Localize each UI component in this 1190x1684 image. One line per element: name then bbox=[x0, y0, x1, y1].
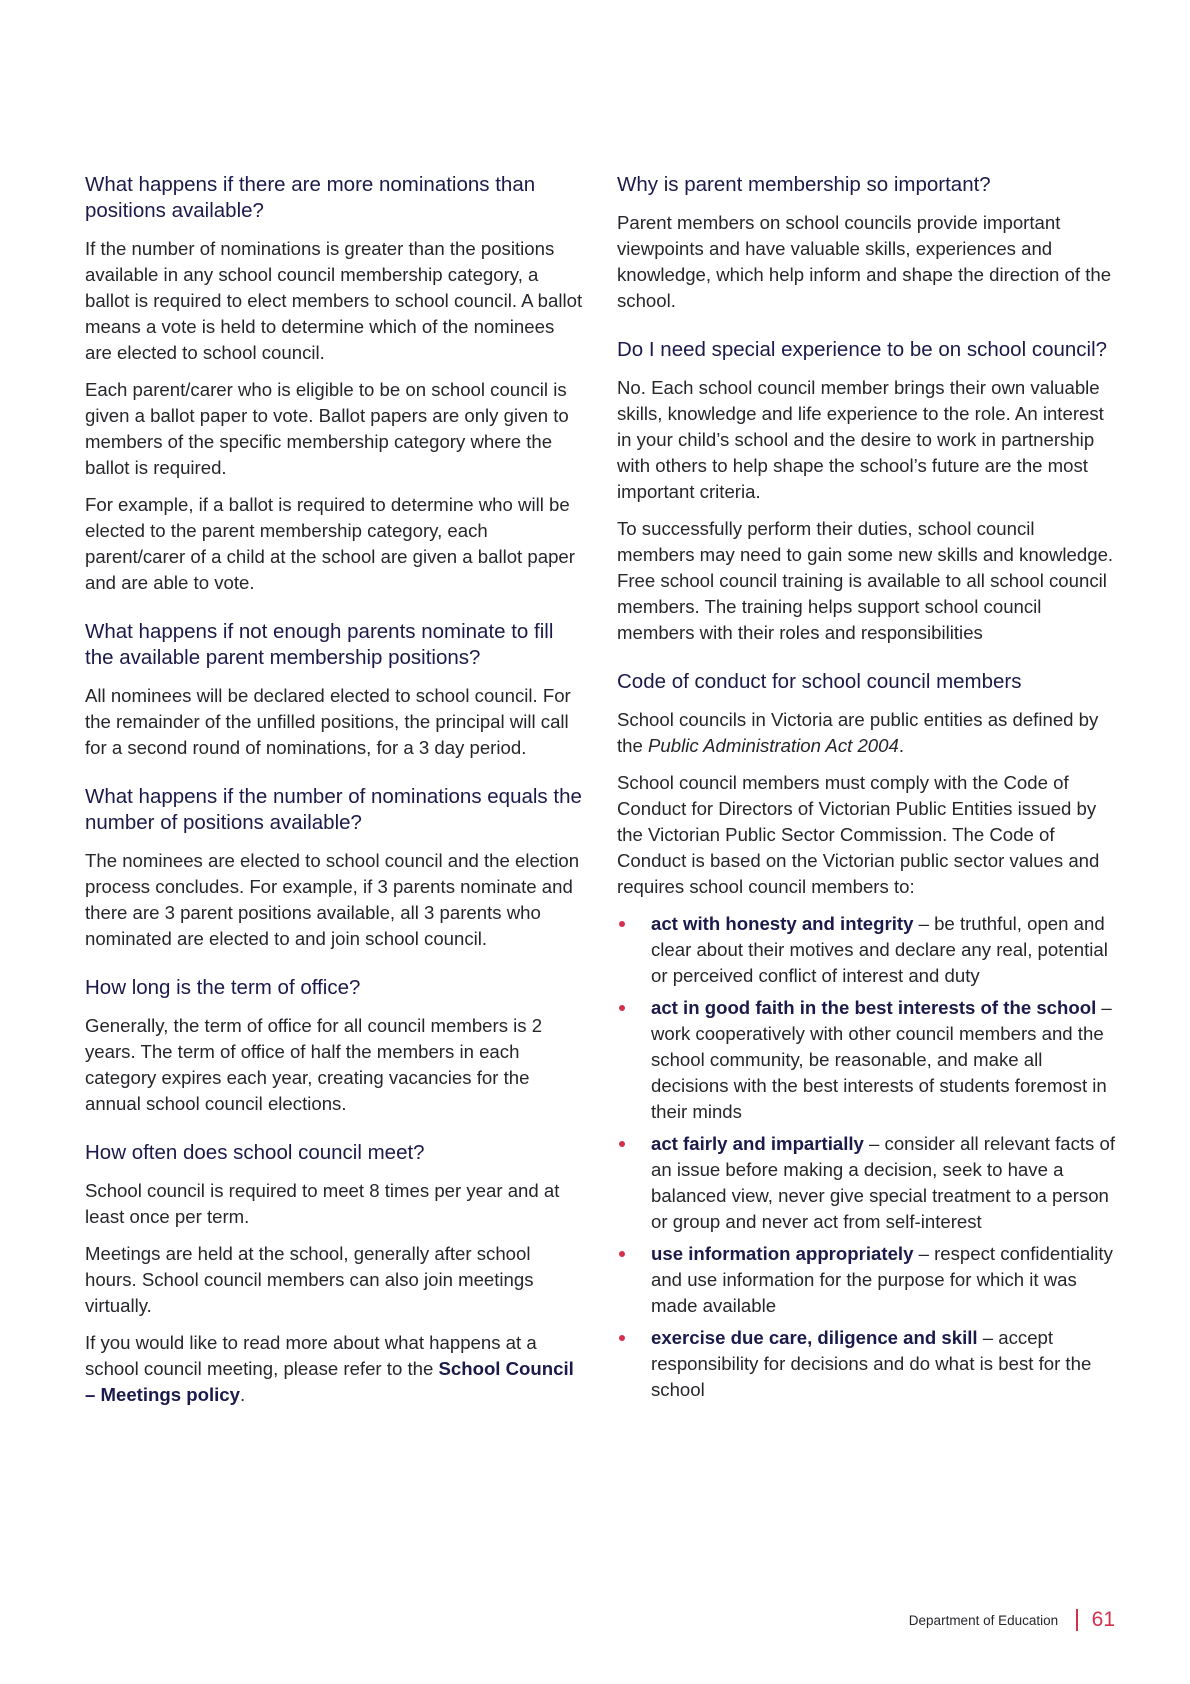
section-heading: Do I need special experience to be on school council? bbox=[617, 338, 1108, 361]
bullet-icon bbox=[619, 1005, 625, 1011]
section-term-of-office bbox=[85, 975, 585, 1117]
page-footer bbox=[909, 1608, 1115, 1632]
bullet-text: – respect confidentiality and use information for the purpose for which it was made available bbox=[651, 1243, 1113, 1316]
section-equal-nominations bbox=[85, 784, 585, 952]
list-item bbox=[617, 1241, 1117, 1319]
section-meeting-frequency bbox=[85, 1140, 585, 1408]
section-heading: Code of conduct for school council members bbox=[617, 670, 1022, 693]
bullet-bold: use information appropriately bbox=[651, 1243, 914, 1264]
bullet-icon bbox=[619, 1141, 625, 1147]
bullet-bold: exercise due care, diligence and skill bbox=[651, 1327, 978, 1348]
paragraph: To successfully perform their duties, school council members may need to gain some new skills and knowledge. Free school council training is available to all school council members. The training helps support school council members with their roles and responsibilities bbox=[617, 518, 1114, 643]
paragraph: School council members must comply with the Code of Conduct for Directors of Victorian Public Entities issued by the Victorian Public Sector Commission. The Code of Conduct is based on the Victorian public sector values and requires school council members to: bbox=[617, 772, 1100, 897]
paragraph: All nominees will be declared elected to school council. For the remainder of the unfilled positions, the principal will call for a second round of nominations, for a 3 day period. bbox=[85, 685, 571, 758]
footer-divider bbox=[1076, 1609, 1078, 1631]
bullet-text: – be truthful, open and clear about their motives and declare any real, potential or perceived conflict of interest and duty bbox=[651, 913, 1108, 986]
bullet-icon bbox=[619, 921, 625, 927]
paragraph: Generally, the term of office for all council members is 2 years. The term of office of half the members in each category expires each year, creating vacancies for the annual school council elections. bbox=[85, 1015, 543, 1114]
paragraph: For example, if a ballot is required to determine who will be elected to the parent membership category, each parent/carer of a child at the school are given a ballot paper and are able to vote. bbox=[85, 494, 575, 593]
section-heading: What happens if not enough parents nominate to fill the available parent membership positions? bbox=[85, 620, 554, 669]
department-name: Department of Education bbox=[908, 1612, 1059, 1628]
meetings-policy-link[interactable]: School Council – Meetings policy bbox=[85, 1358, 574, 1405]
paragraph: Each parent/carer who is eligible to be on school council is given a ballot paper to vote. Ballot papers are only given to members of the specific membership category where the ballot is required. bbox=[85, 379, 569, 478]
section-heading: How often does school council meet? bbox=[85, 1141, 425, 1164]
paragraph bbox=[617, 707, 1117, 759]
act-title: Public Administration Act 2004 bbox=[648, 735, 899, 756]
paragraph: School council is required to meet 8 times per year and at least once per term. bbox=[85, 1180, 560, 1227]
bullet-bold: act with honesty and integrity bbox=[651, 913, 914, 934]
conduct-intro-text: School councils in Victoria are public entities as defined by the bbox=[617, 709, 1099, 756]
list-item bbox=[617, 911, 1117, 989]
paragraph bbox=[85, 1330, 585, 1408]
bullet-icon bbox=[619, 1335, 625, 1341]
closing-end: . bbox=[240, 1384, 246, 1405]
section-parent-membership bbox=[617, 172, 1117, 314]
bullet-text: – consider all relevant facts of an issue before making a decision, seek to have a balanced view, never give special treatment to a person or group and never act from self-interest bbox=[651, 1133, 1116, 1232]
bullet-text: – accept responsibility for decisions and do what is best for the school bbox=[651, 1327, 1092, 1400]
right-column bbox=[617, 172, 1117, 1409]
section-more-nominations bbox=[85, 172, 585, 596]
list-item bbox=[617, 1325, 1117, 1403]
section-heading: Why is parent membership so important? bbox=[617, 173, 991, 196]
section-special-experience bbox=[617, 337, 1117, 646]
conduct-intro-end: . bbox=[898, 735, 904, 756]
bullet-bold: act fairly and impartially bbox=[651, 1133, 864, 1154]
section-heading: What happens if the number of nominations equals the number of positions available? bbox=[85, 785, 582, 834]
paragraph: If the number of nominations is greater than the positions available in any school council membership category, a ballot is required to elect members to school council. A ballot means a vote is held to determine which of the nominees are elected to school council. bbox=[85, 238, 583, 363]
paragraph: Parent members on school councils provide important viewpoints and have valuable skills, experiences and knowledge, which help inform and shape the direction of the school. bbox=[617, 212, 1112, 311]
list-item bbox=[617, 1131, 1117, 1235]
paragraph: The nominees are elected to school council and the election process concludes. For example, if 3 parents nominate and there are 3 parent positions available, all 3 parents who nominated are elected to and join school council. bbox=[85, 850, 580, 949]
conduct-list bbox=[617, 911, 1117, 1403]
bullet-text: – work cooperatively with other council members and the school community, be reasonable, and make all decisions with the best interests of students foremost in their minds bbox=[651, 997, 1112, 1122]
list-item bbox=[617, 995, 1117, 1125]
left-column bbox=[85, 172, 585, 1419]
section-heading: How long is the term of office? bbox=[85, 976, 361, 999]
paragraph: Meetings are held at the school, generally after school hours. School council members can also join meetings virtually. bbox=[85, 1243, 534, 1316]
section-code-of-conduct bbox=[617, 669, 1117, 1403]
bullet-bold: act in good faith in the best interests of the school bbox=[651, 997, 1097, 1018]
paragraph: No. Each school council member brings their own valuable skills, knowledge and life experience to the role. An interest in your child’s school and the desire to work in partnership with others to help shape the school’s future are the most important criteria. bbox=[617, 377, 1104, 502]
section-not-enough-parents bbox=[85, 619, 585, 761]
section-heading: What happens if there are more nominations than positions available? bbox=[85, 173, 536, 222]
closing-text: If you would like to read more about what happens at a school council meeting, please refer to the bbox=[85, 1332, 537, 1379]
bullet-icon bbox=[619, 1251, 625, 1257]
page-number: 61 bbox=[1091, 1608, 1115, 1631]
